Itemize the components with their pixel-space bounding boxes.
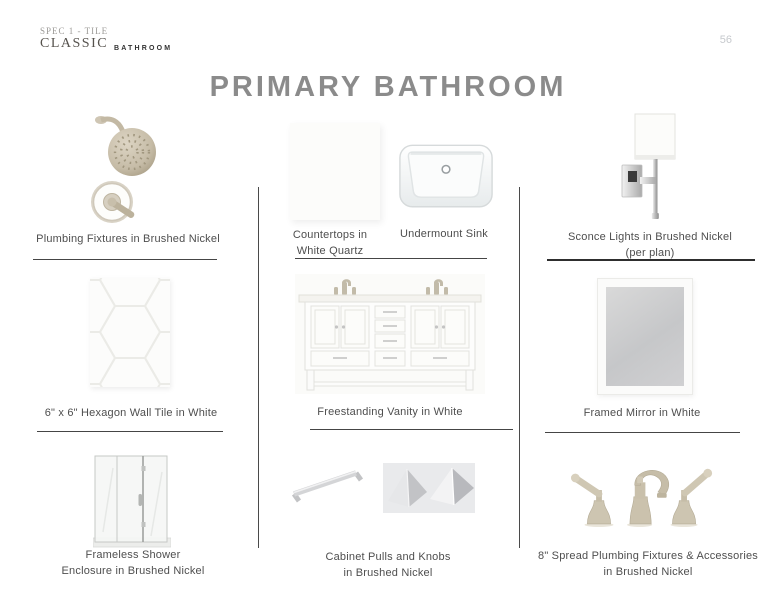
enclosure-label-line1: Frameless Shower xyxy=(85,549,181,561)
hexagon-tile-label: 6" x 6" Hexagon Wall Tile in White xyxy=(44,407,218,419)
cabinet-pull-image xyxy=(286,462,371,504)
collection-label: CLASSIC xyxy=(40,36,109,51)
pulls-label-line1: Cabinet Pulls and Knobs xyxy=(325,551,451,563)
countertop-label xyxy=(270,227,390,259)
faucet-label-line2: in Brushed Nickel xyxy=(603,566,693,578)
shower-enclosure-image xyxy=(93,450,171,550)
rule-under-plumbing xyxy=(33,259,217,260)
vanity-label: Freestanding Vanity in White xyxy=(317,406,463,418)
mirror-label: Framed Mirror in White xyxy=(583,407,701,419)
faucet-label-line1: 8" Spread Plumbing Fixtures & Accessories xyxy=(538,550,758,562)
sconce-light-image xyxy=(620,112,678,232)
mirror-glass xyxy=(606,287,684,386)
vanity-image xyxy=(295,274,485,394)
quartz-countertop-image xyxy=(290,123,380,220)
framed-mirror-image xyxy=(597,278,693,395)
faucet-label xyxy=(528,548,768,580)
countertop-label-line2: White Quartz xyxy=(296,245,364,257)
rule-under-vanity xyxy=(310,429,513,430)
enclosure-label xyxy=(13,547,253,579)
undermount-sink-label: Undermount Sink xyxy=(400,228,488,240)
enclosure-label-line2: Enclosure in Brushed Nickel xyxy=(61,565,205,577)
hexagon-tile-image xyxy=(90,278,170,387)
plumbing-fixtures-label: Plumbing Fixtures in Brushed Nickel xyxy=(36,233,220,245)
pulls-label-line2: in Brushed Nickel xyxy=(343,567,433,579)
sconce-label-line2: (per plan) xyxy=(625,247,675,259)
sconce-label-line1: Sconce Lights in Brushed Nickel xyxy=(568,231,732,243)
rule-under-countertop xyxy=(295,258,487,259)
cabinet-knobs-image xyxy=(383,463,475,513)
column-divider-left xyxy=(258,187,259,548)
countertop-label-line1: Countertops in xyxy=(292,229,368,241)
rule-under-sconce xyxy=(547,259,755,261)
shower-fixture-image xyxy=(88,112,180,224)
column-divider-right xyxy=(519,187,520,548)
pulls-label xyxy=(288,549,488,581)
rule-under-tile xyxy=(37,431,223,432)
sconce-label xyxy=(540,229,760,261)
room-tag-label: BATHROOM xyxy=(114,45,173,52)
rule-under-mirror xyxy=(545,432,740,433)
spec-line-label: SPEC 1 - TILE xyxy=(40,26,109,36)
undermount-sink-image xyxy=(398,143,494,211)
widespread-faucet-image xyxy=(570,453,715,531)
page-number: 56 xyxy=(719,34,732,46)
page-title: PRIMARY BATHROOM xyxy=(209,71,567,103)
